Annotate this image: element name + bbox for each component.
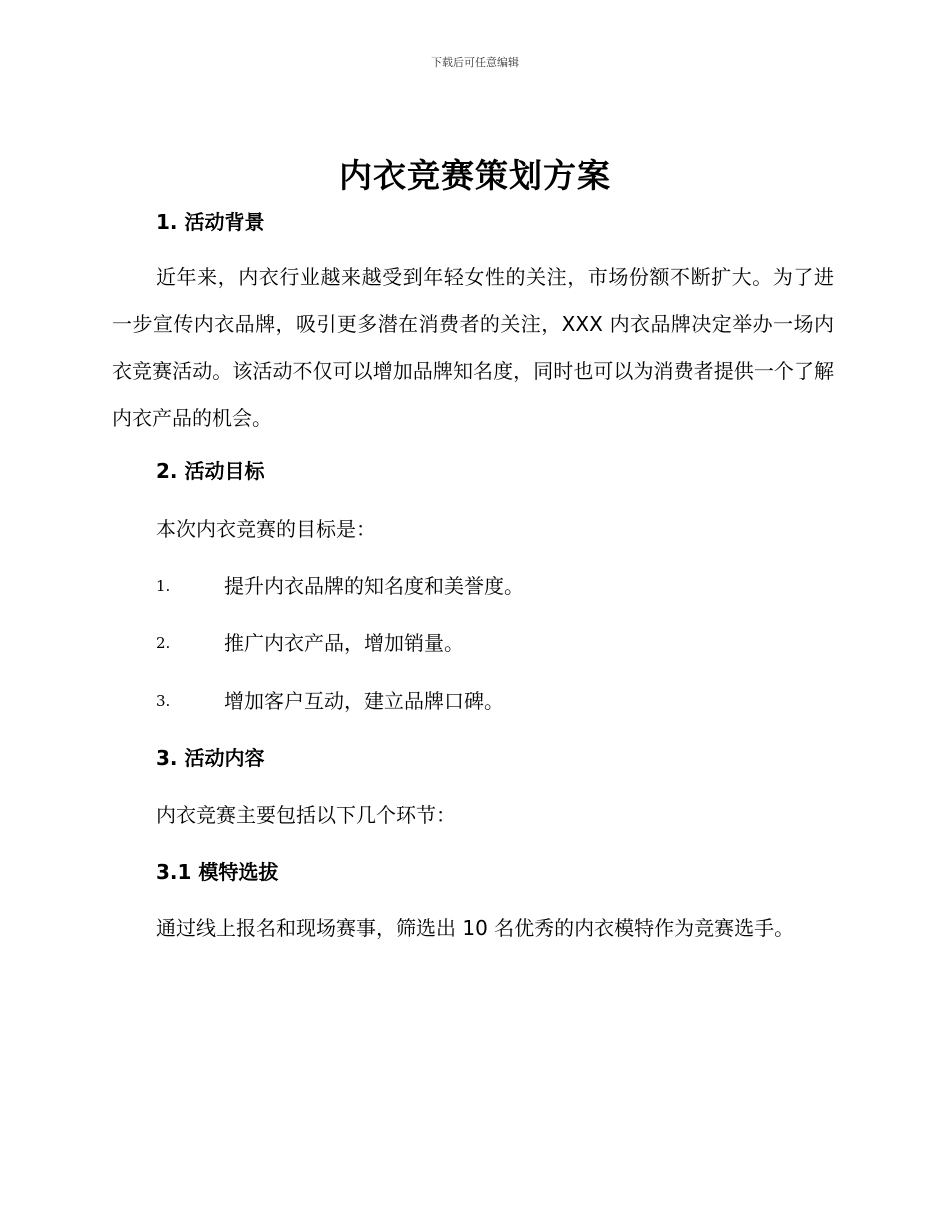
- goal-list-number: 2.: [156, 634, 171, 652]
- goal-list-text: 提升内衣品牌的知名度和美誉度。: [224, 574, 524, 598]
- document-title: 内衣竞赛策划方案: [339, 156, 611, 195]
- section-heading-background: 1. 活动背景: [156, 210, 265, 234]
- goal-list-item: [156, 687, 504, 715]
- model-selection-paragraph: 通过线上报名和现场赛事，筛选出 10 名优秀的内衣模特作为竞赛选手。: [156, 916, 795, 940]
- content-intro: 内衣竞赛主要包括以下几个环节：: [156, 803, 456, 827]
- background-paragraph: 近年来，内衣行业越来越受到年轻女性的关注，市场份额不断扩大。为了进一步宣传内衣品牌，吸引更多潜在消费者的关注，XXX 内衣品牌决定举办一场内衣竞赛活动。该活动不仅可以增加品牌知名度，同时也可以为消费者提供一个了解内衣产品的机会。: [112, 265, 834, 430]
- goal-list-text: 推广内衣产品，增加销量。: [224, 631, 464, 655]
- goal-list-number: 3.: [156, 692, 171, 710]
- goal-list-item: [156, 629, 464, 657]
- goal-list-number: 1.: [156, 577, 171, 595]
- section-heading-goals: 2. 活动目标: [156, 459, 265, 483]
- section-heading-content: 3. 活动内容: [156, 746, 265, 770]
- goal-list-text: 增加客户互动，建立品牌口碑。: [224, 689, 504, 713]
- subsection-heading-model-selection: 3.1 模特选拔: [156, 860, 279, 884]
- header-note: 下载后可任意编辑: [431, 56, 519, 69]
- goal-list-item: [156, 572, 524, 600]
- goals-intro: 本次内衣竞赛的目标是：: [156, 517, 376, 541]
